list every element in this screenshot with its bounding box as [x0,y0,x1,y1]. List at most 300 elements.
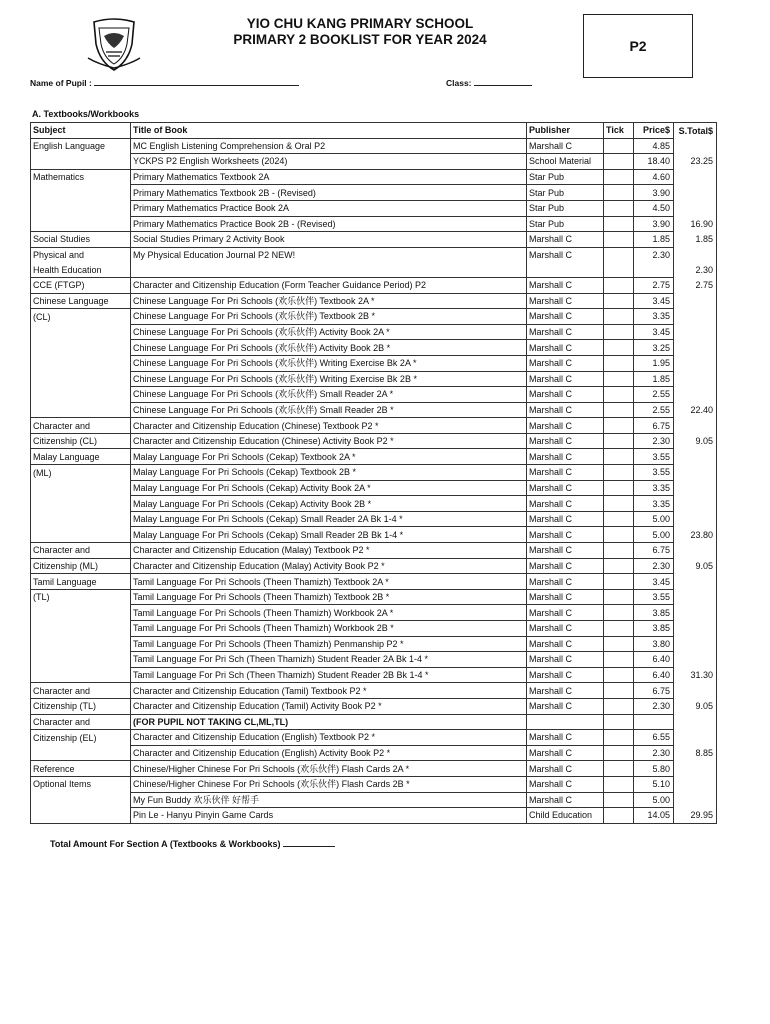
publisher-cell: Marshall C [527,496,604,512]
title-cell: Chinese Language For Pri Schools (欢乐伙伴) Activity Book 2B * [131,340,527,356]
publisher-cell: Marshall C [527,574,604,590]
title-cell: Tamil Language For Pri Schools (Theen Thamizh) Workbook 2B * [131,621,527,637]
tick-cell[interactable] [604,154,634,170]
subject-cell: Character and [31,714,131,730]
subject-cell: (CL) [31,309,131,325]
subtotal-cell: 2.30 [674,262,717,277]
subject-cell: Citizenship (TL) [31,698,131,714]
tick-cell[interactable] [604,340,634,356]
table-header-row [31,123,717,139]
tick-cell[interactable] [604,433,634,449]
title-cell: Character and Citizenship Education (Form Teacher Guidance Period) P2 [131,277,527,293]
publisher-cell: Marshall C [527,277,604,293]
tick-cell[interactable] [604,169,634,185]
subject-cell [31,402,131,418]
publisher-cell: Marshall C [527,558,604,574]
price-cell: 4.50 [634,200,674,216]
subtotal-cell [674,371,717,387]
publisher-cell: Marshall C [527,247,604,262]
tick-cell[interactable] [604,745,634,761]
title-cell: My Fun Buddy 欢乐伙伴 好帮手 [131,792,527,808]
column-header-publisher: Publisher [527,123,604,139]
publisher-cell: Child Education [527,808,604,824]
subtotal-cell [674,293,717,309]
column-header-title: Title of Book [131,123,527,139]
tick-cell[interactable] [604,480,634,496]
subject-cell: English Language [31,138,131,154]
total-label: Total Amount For Section A (Textbooks & Workbooks) [50,839,281,849]
table-row [31,247,717,262]
publisher-cell: Marshall C [527,309,604,325]
table-row [31,465,717,481]
subtotal-cell [674,340,717,356]
table-row [31,792,717,808]
table-row [31,154,717,170]
title-cell: Tamil Language For Pri Schools (Theen Thamizh) Workbook 2A * [131,605,527,621]
publisher-cell [527,262,604,277]
subject-cell: Optional Items [31,776,131,792]
subtotal-cell [674,309,717,325]
price-cell: 5.80 [634,761,674,777]
subject-cell: Tamil Language [31,574,131,590]
title-cell: Chinese Language For Pri Schools (欢乐伙伴) Textbook 2A * [131,293,527,309]
subject-cell: Physical and [31,247,131,262]
subject-cell [31,636,131,652]
subject-cell [31,511,131,527]
subject-cell [31,652,131,668]
tick-cell[interactable] [604,527,634,543]
subtotal-cell: 23.25 [674,154,717,170]
subject-cell [31,185,131,201]
subject-cell: Reference [31,761,131,777]
tick-cell[interactable] [604,355,634,371]
price-cell: 6.40 [634,652,674,668]
subtotal-cell [674,355,717,371]
tick-cell[interactable] [604,558,634,574]
title-cell: My Physical Education Journal P2 NEW! [131,247,527,262]
table-row [31,200,717,216]
title-cell: Tamil Language For Pri Schools (Theen Thamizh) Penmanship P2 * [131,636,527,652]
title-cell: Character and Citizenship Education (Chinese) Textbook P2 * [131,418,527,434]
publisher-cell: Star Pub [527,169,604,185]
table-row [31,621,717,637]
subtotal-cell [674,589,717,605]
publisher-cell: Marshall C [527,387,604,403]
price-cell: 5.00 [634,792,674,808]
subtotal-cell [674,480,717,496]
title-cell: Malay Language For Pri Schools (Cekap) Textbook 2B * [131,465,527,481]
title-cell: Character and Citizenship Education (English) Activity Book P2 * [131,745,527,761]
subtotal-cell: 2.75 [674,277,717,293]
subject-cell [31,371,131,387]
title-cell: Malay Language For Pri Schools (Cekap) Textbook 2A * [131,449,527,465]
publisher-cell: Marshall C [527,418,604,434]
subtotal-cell: 23.80 [674,527,717,543]
title-cell: Chinese/Higher Chinese For Pri Schools (欢乐伙伴) Flash Cards 2B * [131,776,527,792]
price-cell: 2.55 [634,387,674,403]
price-cell: 6.40 [634,667,674,683]
subject-cell: (TL) [31,589,131,605]
table-row [31,402,717,418]
section-total [50,838,335,849]
price-cell [634,714,674,730]
tick-cell[interactable] [604,277,634,293]
subtotal-cell [674,730,717,746]
publisher-cell: Marshall C [527,776,604,792]
column-header-tick: Tick [604,123,634,139]
tick-cell[interactable] [604,247,634,262]
tick-cell[interactable] [604,652,634,668]
tick-cell[interactable] [604,232,634,248]
title-cell: Malay Language For Pri Schools (Cekap) Activity Book 2A * [131,480,527,496]
column-header-subject: Subject [31,123,131,139]
subject-cell [31,792,131,808]
title-cell: Tamil Language For Pri Schools (Theen Thamizh) Textbook 2B * [131,589,527,605]
publisher-cell: Marshall C [527,511,604,527]
price-cell: 6.75 [634,418,674,434]
table-row [31,185,717,201]
table-row [31,277,717,293]
table-row [31,138,717,154]
subtotal-cell: 31.30 [674,667,717,683]
table-row [31,605,717,621]
subtotal-cell [674,247,717,262]
price-cell: 3.25 [634,340,674,356]
subject-cell [31,324,131,340]
class-blank[interactable] [474,77,532,86]
tick-cell[interactable] [604,449,634,465]
publisher-cell: Marshall C [527,652,604,668]
subject-cell: Citizenship (CL) [31,433,131,449]
section-title: A. Textbooks/Workbooks [32,109,140,119]
table-row [31,698,717,714]
publisher-cell: Marshall C [527,433,604,449]
price-cell: 3.85 [634,605,674,621]
subject-cell: Social Studies [31,232,131,248]
title-cell [131,262,527,277]
tick-cell[interactable] [604,683,634,699]
publisher-cell: Marshall C [527,340,604,356]
tick-cell[interactable] [604,761,634,777]
subject-cell: Health Education [31,262,131,277]
tick-cell[interactable] [604,262,634,277]
price-cell: 6.55 [634,730,674,746]
table-row [31,511,717,527]
tick-cell[interactable] [604,589,634,605]
price-cell: 3.35 [634,309,674,325]
school-crest-icon [84,14,144,74]
subject-cell [31,496,131,512]
title-cell: Social Studies Primary 2 Activity Book [131,232,527,248]
subject-cell [31,527,131,543]
title-cell: Tamil Language For Pri Sch (Theen Thamizh) Student Reader 2B Bk 1-4 * [131,667,527,683]
subtotal-cell: 16.90 [674,216,717,232]
publisher-cell: School Material [527,154,604,170]
subtotal-cell: 1.85 [674,232,717,248]
subtotal-cell [674,574,717,590]
subtotal-cell [674,636,717,652]
pupil-name-field[interactable] [30,77,299,88]
publisher-cell: Marshall C [527,683,604,699]
publisher-cell: Marshall C [527,698,604,714]
price-cell: 1.95 [634,355,674,371]
price-cell: 5.00 [634,527,674,543]
price-cell: 2.30 [634,745,674,761]
tick-cell[interactable] [604,808,634,824]
title-cell: Tamil Language For Pri Sch (Theen Thamizh) Student Reader 2A Bk 1-4 * [131,652,527,668]
subject-cell [31,605,131,621]
title-cell: Character and Citizenship Education (Malay) Activity Book P2 * [131,558,527,574]
tick-cell[interactable] [604,698,634,714]
subject-cell: Citizenship (ML) [31,558,131,574]
subtotal-cell: 8.85 [674,745,717,761]
publisher-cell: Star Pub [527,216,604,232]
title-cell: Chinese Language For Pri Schools (欢乐伙伴) Small Reader 2A * [131,387,527,403]
price-cell: 3.35 [634,496,674,512]
tick-cell[interactable] [604,792,634,808]
class-field[interactable] [446,77,532,88]
publisher-cell: Marshall C [527,636,604,652]
subject-cell [31,154,131,170]
tick-cell[interactable] [604,293,634,309]
price-cell: 1.85 [634,371,674,387]
title-cell: Pin Le - Hanyu Pinyin Game Cards [131,808,527,824]
price-cell: 3.55 [634,465,674,481]
subtotal-cell: 9.05 [674,558,717,574]
title-cell: MC English Listening Comprehension & Oral P2 [131,138,527,154]
table-row [31,808,717,824]
tick-cell[interactable] [604,636,634,652]
title-cell: Malay Language For Pri Schools (Cekap) Activity Book 2B * [131,496,527,512]
tick-cell[interactable] [604,574,634,590]
title-cell: Tamil Language For Pri Schools (Theen Thamizh) Textbook 2A * [131,574,527,590]
title-cell: Character and Citizenship Education (Tamil) Textbook P2 * [131,683,527,699]
tick-cell[interactable] [604,776,634,792]
level-label: P2 [629,38,647,54]
subject-cell [31,745,131,761]
tick-cell[interactable] [604,418,634,434]
tick-cell[interactable] [604,465,634,481]
publisher-cell: Marshall C [527,293,604,309]
table-row [31,745,717,761]
subtotal-cell [674,496,717,512]
price-cell: 3.35 [634,480,674,496]
booklist-table [30,122,717,824]
price-cell: 6.75 [634,543,674,559]
publisher-cell: Marshall C [527,543,604,559]
tick-cell[interactable] [604,309,634,325]
table-row [31,636,717,652]
subtotal-cell [674,465,717,481]
publisher-cell: Marshall C [527,402,604,418]
publisher-cell: Marshall C [527,605,604,621]
subtotal-cell [674,714,717,730]
table-row [31,776,717,792]
tick-cell[interactable] [604,200,634,216]
title-cell: Chinese Language For Pri Schools (欢乐伙伴) Writing Exercise Bk 2B * [131,371,527,387]
title-cell: Character and Citizenship Education (Malay) Textbook P2 * [131,543,527,559]
subtotal-cell [674,621,717,637]
subtotal-cell: 22.40 [674,402,717,418]
table-row [31,589,717,605]
subtotal-cell [674,449,717,465]
tick-cell[interactable] [604,496,634,512]
price-cell: 3.80 [634,636,674,652]
subtotal-cell [674,418,717,434]
publisher-cell: Marshall C [527,761,604,777]
publisher-cell: Marshall C [527,621,604,637]
tick-cell[interactable] [604,714,634,730]
table-row [31,293,717,309]
subject-cell [31,216,131,232]
table-row [31,262,717,277]
subject-cell: Character and [31,683,131,699]
table-row [31,324,717,340]
price-cell: 18.40 [634,154,674,170]
subject-cell: CCE (FTGP) [31,277,131,293]
tick-cell[interactable] [604,402,634,418]
tick-cell[interactable] [604,185,634,201]
subject-cell: Mathematics [31,169,131,185]
title-cell: (FOR PUPIL NOT TAKING CL,ML,TL) [131,714,527,730]
tick-cell[interactable] [604,667,634,683]
table-row [31,761,717,777]
publisher-cell: Marshall C [527,232,604,248]
table-row [31,714,717,730]
price-cell: 3.45 [634,293,674,309]
title-cell: Chinese Language For Pri Schools (欢乐伙伴) Small Reader 2B * [131,402,527,418]
table-row [31,216,717,232]
subtotal-cell: 9.05 [674,698,717,714]
pupil-name-blank[interactable] [94,77,299,86]
title-cell: Chinese/Higher Chinese For Pri Schools (欢乐伙伴) Flash Cards 2A * [131,761,527,777]
price-cell: 5.00 [634,511,674,527]
title-cell: Primary Mathematics Textbook 2A [131,169,527,185]
price-cell: 2.30 [634,247,674,262]
subtotal-cell [674,200,717,216]
total-blank[interactable] [283,838,335,847]
subject-cell: Character and [31,418,131,434]
tick-cell[interactable] [604,605,634,621]
title-cell: Malay Language For Pri Schools (Cekap) Small Reader 2B Bk 1-4 * [131,527,527,543]
table-row [31,730,717,746]
table-row [31,355,717,371]
table-row [31,683,717,699]
title-cell: Primary Mathematics Practice Book 2A [131,200,527,216]
table-row [31,558,717,574]
tick-cell[interactable] [604,216,634,232]
subject-cell: Character and [31,543,131,559]
table-row [31,543,717,559]
publisher-cell: Marshall C [527,667,604,683]
subtotal-cell [674,605,717,621]
subtotal-cell [674,776,717,792]
pupil-name-label: Name of Pupil : [30,78,92,88]
table-row [31,574,717,590]
subject-cell [31,387,131,403]
price-cell [634,262,674,277]
price-cell: 1.85 [634,232,674,248]
table-row [31,449,717,465]
price-cell: 2.30 [634,433,674,449]
tick-cell[interactable] [604,511,634,527]
publisher-cell [527,714,604,730]
tick-cell[interactable] [604,543,634,559]
price-cell: 2.75 [634,277,674,293]
title-cell: Chinese Language For Pri Schools (欢乐伙伴) Writing Exercise Bk 2A * [131,355,527,371]
publisher-cell: Marshall C [527,355,604,371]
table-row [31,387,717,403]
publisher-cell: Marshall C [527,527,604,543]
subtotal-cell [674,683,717,699]
subject-cell [31,808,131,824]
publisher-cell: Marshall C [527,138,604,154]
tick-cell[interactable] [604,324,634,340]
subtotal-cell: 29.95 [674,808,717,824]
table-row [31,169,717,185]
subject-cell [31,200,131,216]
price-cell: 4.60 [634,169,674,185]
title-cell: Primary Mathematics Textbook 2B - (Revised) [131,185,527,201]
table-row [31,340,717,356]
price-cell: 5.10 [634,776,674,792]
tick-cell[interactable] [604,730,634,746]
price-cell: 3.90 [634,185,674,201]
publisher-cell: Marshall C [527,480,604,496]
publisher-cell: Marshall C [527,730,604,746]
table-row [31,652,717,668]
publisher-cell: Star Pub [527,185,604,201]
subject-cell: Chinese Language [31,293,131,309]
subtotal-cell [674,324,717,340]
column-header-subtotal: S.Total$ [674,123,717,139]
subject-cell: (ML) [31,465,131,481]
title-cell: Malay Language For Pri Schools (Cekap) Small Reader 2A Bk 1-4 * [131,511,527,527]
subtotal-cell [674,761,717,777]
tick-cell[interactable] [604,138,634,154]
price-cell: 6.75 [634,683,674,699]
subtotal-cell [674,792,717,808]
table-row [31,232,717,248]
price-cell: 3.90 [634,216,674,232]
table-row [31,418,717,434]
price-cell: 14.05 [634,808,674,824]
column-header-price: Price$ [634,123,674,139]
publisher-cell: Marshall C [527,449,604,465]
publisher-cell: Star Pub [527,200,604,216]
subtotal-cell [674,169,717,185]
subtotal-cell [674,138,717,154]
tick-cell[interactable] [604,387,634,403]
subject-cell [31,340,131,356]
publisher-cell: Marshall C [527,589,604,605]
title-cell: YCKPS P2 English Worksheets (2024) [131,154,527,170]
subtotal-cell [674,511,717,527]
price-cell: 2.55 [634,402,674,418]
title-cell: Chinese Language For Pri Schools (欢乐伙伴) Activity Book 2A * [131,324,527,340]
price-cell: 2.30 [634,558,674,574]
tick-cell[interactable] [604,621,634,637]
table-row [31,480,717,496]
publisher-cell: Marshall C [527,324,604,340]
booklist-title: PRIMARY 2 BOOKLIST FOR YEAR 2024 [233,32,487,47]
tick-cell[interactable] [604,371,634,387]
table-row [31,527,717,543]
publisher-cell: Marshall C [527,792,604,808]
price-cell: 4.85 [634,138,674,154]
subject-cell [31,667,131,683]
table-row [31,371,717,387]
